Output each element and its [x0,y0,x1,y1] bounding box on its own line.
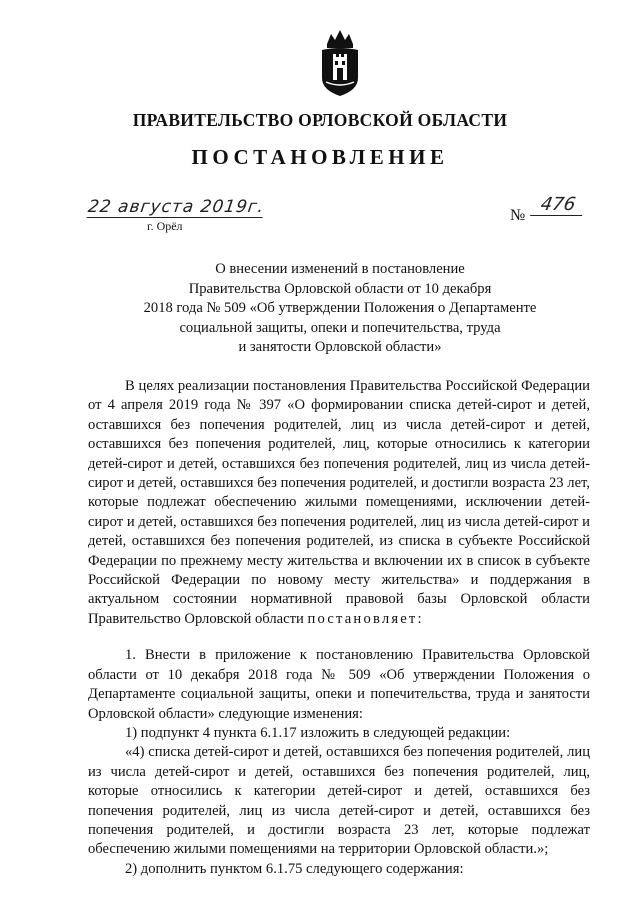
preamble-text: В целях реализации постановления Правительства Российской Федерации от 4 апреля 2019 года № 397 «О формировании списка детей-сирот и детей, оставшихся без попечения родителей, лиц из числа детей-сирот и детей, оставшихся без попечения родителей, лиц, которые относились к категории детей-сирот и детей, оставшихся без попечения родителей, лиц из числа детей-сирот и детей, оставшихся без попечения родителей, и достигли возраста 23 лет, которые подлежат обеспечению жилыми помещениями, исключении детей-сирот и детей, оставшихся без попечения родителей, лиц из числа детей-сирот и детей, оставшихся без попечения родителей, из списка в субъекте Российской Федерации по прежнему месту жительства и включении их в список в субъекте Российской Федерации по новому месту жительства» и поддержания в актуальном состоянии нормативной правовой базы Орловской области Правительство Орловской области [88,378,590,627]
organization-title: ПРАВИТЕЛЬСТВО ОРЛОВСКОЙ ОБЛАСТИ [132,110,508,130]
document-body [88,377,590,879]
body-paragraph: 2) дополнить пунктом 6.1.75 следующего содержания: [125,860,464,877]
preamble-paragraph [88,377,590,629]
subject-line: О внесении изменений в постановление [215,261,465,277]
subject-line: социальной защиты, опеки и попечительства, труда [179,319,501,336]
body-paragraph: 1) подпункт 4 пункта 6.1.17 изложить в следующей редакции: [125,724,511,741]
document-subject [100,260,580,358]
orel-region-coat-of-arms-icon [318,28,362,98]
subject-line: Правительства Орловской области от 10 декабря [188,280,492,297]
city-label: г. Орёл [147,219,183,233]
document-type-title: ПОСТАНОВЛЕНИЕ [191,145,449,169]
handwritten-document-number: 476 [530,194,586,216]
handwritten-date: 22 августа 2019г. [86,197,266,217]
body-paragraph: 1. Внести в приложение к постановлению Правительства Орловской области от 10 декабря 2018 года № 509 «Об утверждении Положения о Департаменте социальной защиты, опеки и попечительства, труда и занятости Орловской области» следующие изменения: [88,647,590,722]
subject-line: 2018 года № 509 «Об утверждении Положения о Департаменте [143,300,537,317]
resolves-word: постановляет: [307,610,424,627]
body-paragraph: «4) списка детей-сирот и детей, оставшихся без попечения родителей, лиц из числа детей-сирот и детей, оставшихся без попечения родителей, лиц, которые относились к категории детей-сирот и детей, оставшихся без попечения родителей, лиц из числа детей-сирот и детей, оставшихся без попечения родителей, и достигли возраста 23 лет, которые подлежат обеспечению жилыми помещениями на территории Орловской области.»; [88,744,590,858]
number-label: № [510,207,526,224]
subject-line: и занятости Орловской области» [238,339,442,356]
